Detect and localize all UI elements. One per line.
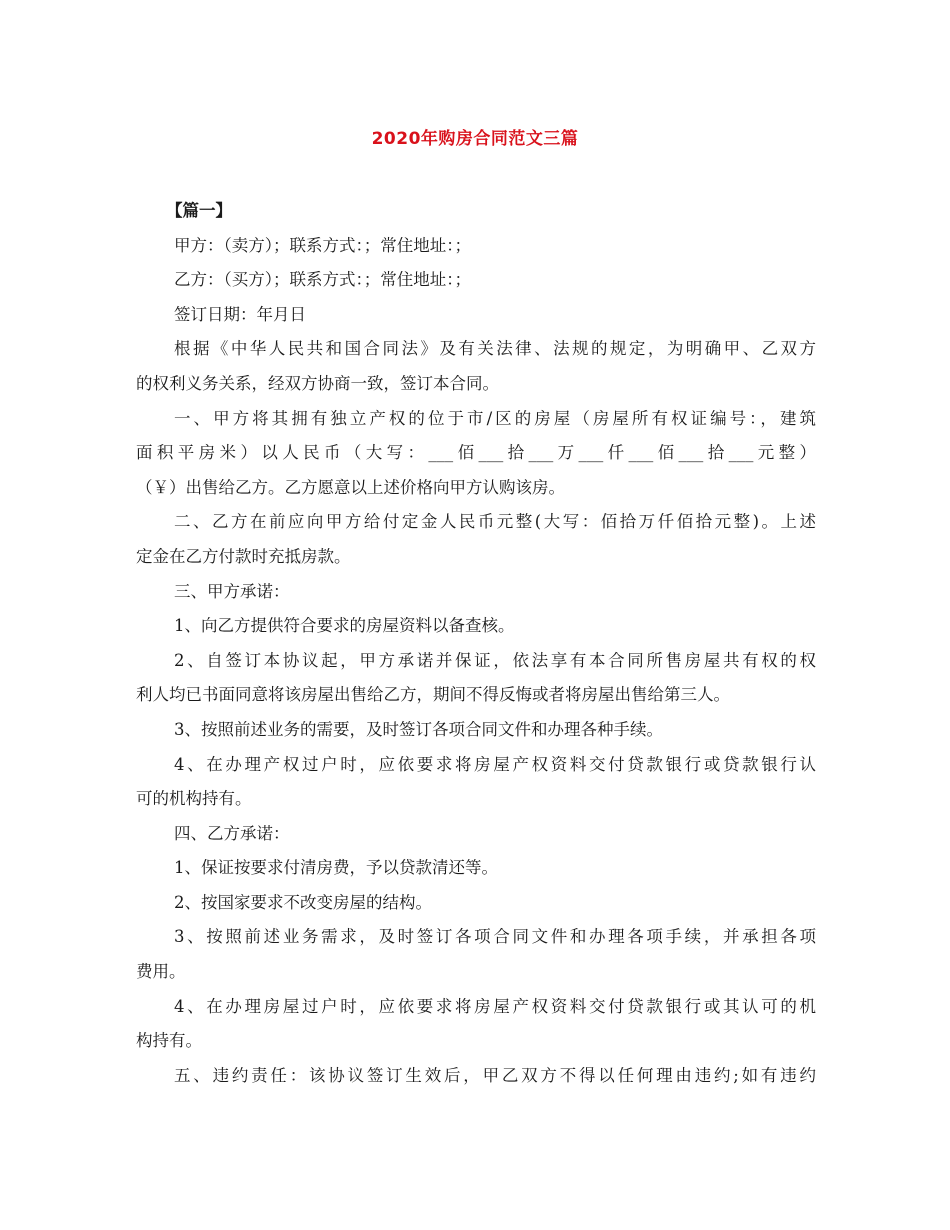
document-body xyxy=(136,194,816,1093)
text-line: 构持有。 xyxy=(136,1031,202,1051)
text-line: 2、自签订本协议起，甲方承诺并保证，依法享有本合同所售房屋共有权的权 xyxy=(174,650,816,670)
text-line: （￥）出售给乙方。乙方愿意以上述价格向甲方认购该房。 xyxy=(136,477,565,497)
text-line: 签订日期：年月日 xyxy=(174,304,306,324)
text-line: 三、甲方承诺： xyxy=(174,581,290,601)
text-line: 面积平房米）以人民币（大写：___佰___拾___万___仟___佰___拾___元整） xyxy=(136,443,816,463)
text-line: 费用。 xyxy=(136,962,186,982)
text-line: 五、违约责任：该协议签订生效后，甲乙双方不得以任何理由违约;如有违约 xyxy=(174,1065,816,1085)
text-line: 定金在乙方付款时充抵房款。 xyxy=(136,546,351,566)
document-title: 2020年购房合同范文三篇 xyxy=(371,129,579,149)
text-line: 的权利义务关系，经双方协商一致，签订本合同。 xyxy=(136,373,499,393)
text-line: 1、向乙方提供符合要求的房屋资料以备查核。 xyxy=(174,616,515,636)
text-line: 乙方：（买方）；联系方式：；常住地址：； xyxy=(174,270,471,290)
text-line: 2、按国家要求不改变房屋的结构。 xyxy=(174,892,432,912)
text-line: 二、乙方在前应向甲方给付定金人民币元整(大写：佰拾万仟佰拾元整)。上述 xyxy=(174,512,816,532)
section-heading: 【篇一】 xyxy=(166,201,232,220)
text-line: 3、按照前述业务的需要，及时签订各项合同文件和办理各种手续。 xyxy=(174,719,663,739)
text-line: 利人均已书面同意将该房屋出售给乙方，期间不得反悔或者将房屋出售给第三人。 xyxy=(136,685,730,705)
text-line: 四、乙方承诺： xyxy=(174,823,290,843)
text-line: 4、在办理产权过户时，应依要求将房屋产权资料交付贷款银行或贷款银行认 xyxy=(174,754,816,774)
text-line: 一、甲方将其拥有独立产权的位于市/区的房屋（房屋所有权证编号：，建筑 xyxy=(174,408,816,428)
text-line: 3、按照前述业务需求，及时签订各项合同文件和办理各项手续，并承担各项 xyxy=(174,927,816,947)
text-line: 可的机构持有。 xyxy=(136,789,252,809)
text-line: 1、保证按要求付清房费，予以贷款清还等。 xyxy=(174,858,498,878)
text-line: 根据《中华人民共和国合同法》及有关法律、法规的规定，为明确甲、乙双方 xyxy=(174,339,816,359)
text-line: 4、在办理房屋过户时，应依要求将房屋产权资料交付贷款银行或其认可的机 xyxy=(174,996,816,1016)
text-line: 甲方：（卖方）；联系方式：；常住地址：； xyxy=(174,235,471,255)
